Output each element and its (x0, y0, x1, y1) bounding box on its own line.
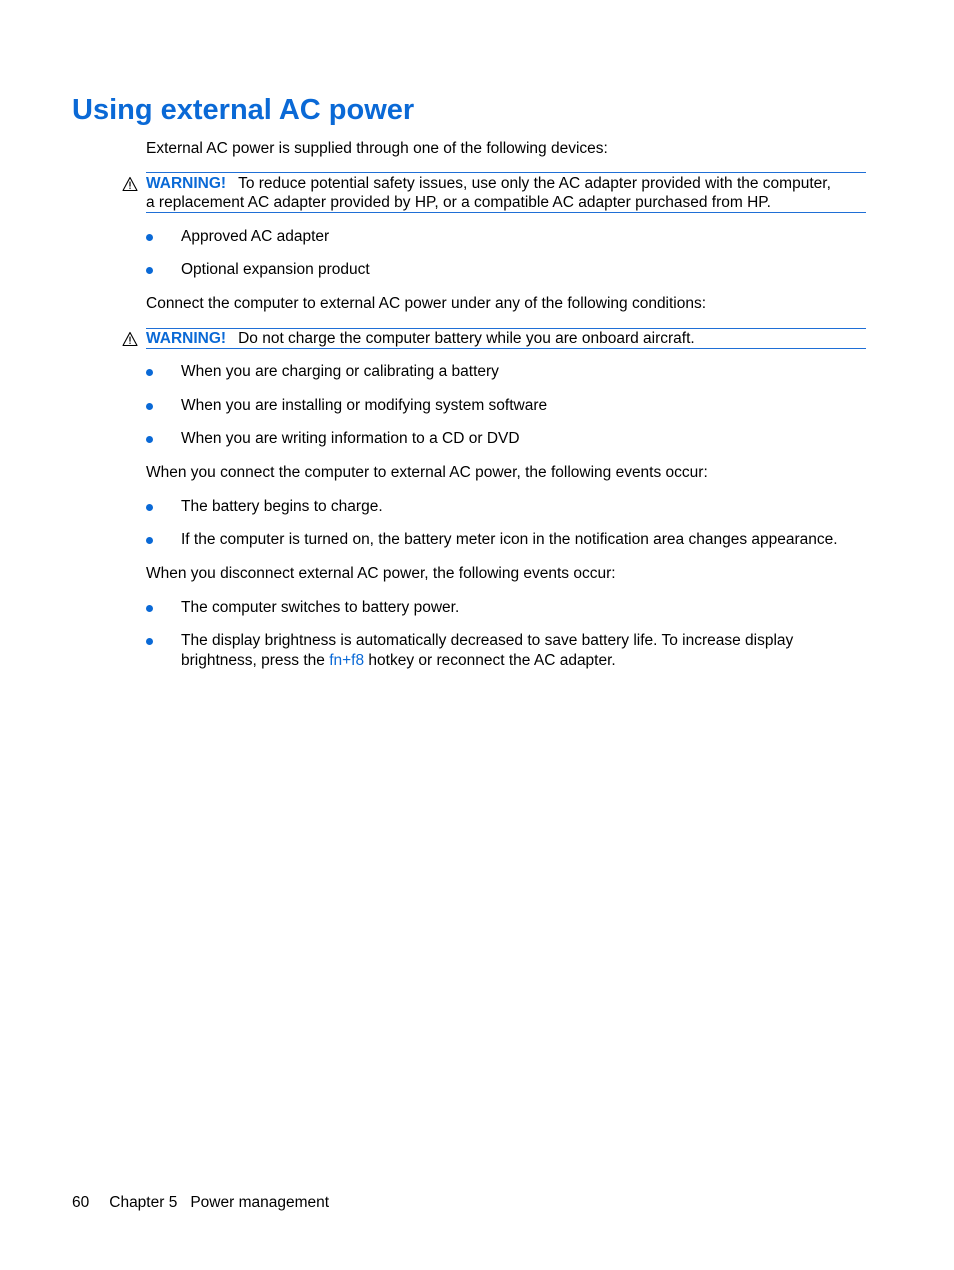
bullet-icon (146, 369, 153, 376)
page-footer (72, 1193, 329, 1212)
bullet-icon (146, 267, 153, 274)
footer-chapter: Chapter 5 (109, 1194, 178, 1211)
bullet-icon (146, 537, 153, 544)
bullet-icon (146, 436, 153, 443)
warning-text-line-1: To reduce potential safety issues, use only the AC adapter provided with the computer, (238, 175, 831, 192)
warning-triangle-icon (122, 331, 138, 347)
warning-label: WARNING! (146, 175, 227, 192)
list-item-text: Approved AC adapter (181, 228, 330, 245)
list-item-text: When you are installing or modifying system software (181, 397, 548, 414)
page-number: 60 (72, 1194, 90, 1211)
intro-paragraph: External AC power is supplied through one of the following devices: (146, 140, 608, 157)
warning-box-adapter (146, 172, 866, 213)
warning-text: Do not charge the computer battery while you are onboard aircraft. (238, 330, 695, 347)
list-item-text-part: hotkey or reconnect the AC adapter. (368, 652, 616, 669)
footer-section: Power management (190, 1194, 330, 1211)
list-item-text: The battery begins to charge. (181, 498, 383, 515)
connect-intro: When you connect the computer to external AC power, the following events occur: (146, 464, 708, 481)
bullet-icon (146, 638, 153, 645)
list-item-text: If the computer is turned on, the battery meter icon in the notification area changes appearance. (181, 531, 838, 548)
warning-box-aircraft (146, 328, 866, 349)
list-item-text-line-2 (181, 651, 616, 670)
conditions-intro: Connect the computer to external AC power under any of the following conditions: (146, 295, 707, 312)
bullet-icon (146, 605, 153, 612)
list-item-text: The display brightness is automatically decreased to save battery life. To increase display (181, 632, 794, 649)
bullet-icon (146, 234, 153, 241)
list-item-text: When you are charging or calibrating a battery (181, 363, 499, 380)
hotkey-link[interactable]: fn+f8 (329, 652, 365, 669)
list-item-text-part: brightness, press the (181, 652, 325, 669)
bullet-icon (146, 403, 153, 410)
warning-triangle-icon (122, 176, 138, 192)
list-item-text: When you are writing information to a CD or DVD (181, 430, 520, 447)
list-item-text: Optional expansion product (181, 261, 370, 278)
warning-label: WARNING! (146, 330, 227, 347)
list-item-text: The computer switches to battery power. (181, 599, 460, 616)
page-title: Using external AC power (72, 94, 415, 126)
warning-text-line-2: a replacement AC adapter provided by HP, or a compatible AC adapter purchased from HP. (146, 194, 771, 211)
disconnect-intro: When you disconnect external AC power, the following events occur: (146, 565, 616, 582)
bullet-icon (146, 504, 153, 511)
